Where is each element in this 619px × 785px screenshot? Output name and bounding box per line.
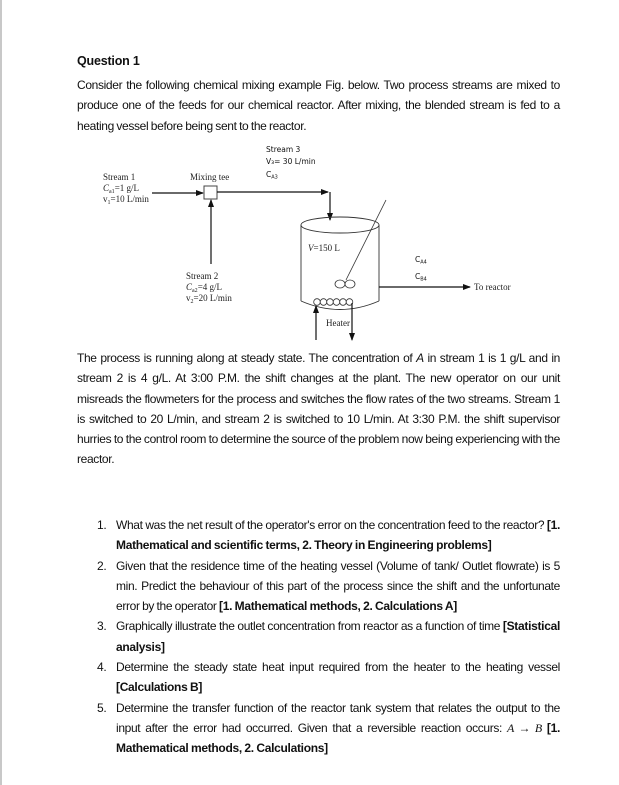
assessment-tag: [1. Mathematical methods, 2. Calculations A] (219, 599, 457, 614)
impeller (335, 280, 345, 288)
svg-text:CB4: $C_{B4}$ (415, 272, 427, 283)
stream3-labels (266, 145, 316, 181)
svg-text:Stream 1: Stream 1 (103, 172, 136, 182)
agitator-shaft (346, 200, 386, 280)
mixing-tee-label: Mixing tee (190, 172, 230, 182)
list-item: 3. Graphically illustrate the outlet concentration from reactor as a function of time [Statistical analysis] (97, 619, 560, 654)
to-reactor-label: To reactor (474, 282, 511, 292)
svg-text:V₃= 30 L/min: V₃= 30 L/min (266, 157, 316, 166)
list-item: 5. Determine the transfer function of the reactor tank system that relates the output to the input after the error had occurred. Given that a reversible reaction occurs: A → B [1. Mathematical methods, 2. Calculations] (97, 700, 561, 756)
svg-text:Stream 3: Stream 3 (266, 145, 301, 154)
heating-vessel (301, 200, 386, 340)
svg-text:Stream 2: Stream 2 (186, 271, 219, 281)
svg-text:CA4: $C_{A4}$ (415, 255, 427, 266)
svg-text:V=150 L: V=150 L (308, 243, 340, 253)
variable-A: A (416, 351, 424, 365)
intro-paragraph: Consider the following chemical mixing example Fig. below. Two process streams are mixed to produce one of the feeds for our chemical reactor. After mixing, the blended stream is fed to a heating vessel before being sent to the reactor. (77, 78, 560, 133)
list-item: 4. Determine the steady state heat input required from the heater to the heating vessel [Calculations B] (97, 660, 560, 695)
question-list (77, 515, 560, 759)
svg-text:Ca1=1 g/L: $C_{a1}=1$ g/L (103, 183, 140, 195)
assessment-tag: [1. Mathematical methods, 2. Calculations] (116, 720, 561, 756)
svg-text:v1=10 L/min: $v_1=10$ L/min (103, 194, 149, 206)
stream1-labels (103, 172, 149, 206)
scenario-paragraph: The process is running along at steady state. The concentration of A in stream 1 is 1 g/L and in stream 2 is 4 g/L. At 3:00 P.M. the shift changes at the plant. The new operator on our unit misreads the flowmeters for the process and switches the flow rates of the two streams. Stream 1 is switched to 20 L/min, and stream 2 is switched to 10 L/min. At 3:30 P.M. the shift supervisor hurries to the control room to determine the source of the problem now being experiencing with the reactor. (77, 351, 560, 467)
svg-text:v2=20 L/min: $v_2=20$ L/min (186, 293, 232, 305)
stream2-labels (186, 271, 232, 305)
mixing-tee-box (204, 186, 217, 199)
heater-label: Heater (326, 318, 350, 328)
assessment-tag: [1. Mathematical and scientific terms, 2. Theory in Engineering problems] (116, 518, 561, 553)
outlet-concentration-labels (415, 255, 427, 283)
svg-text:Ca2=4 g/L: $C_{a2}=4$ g/L (186, 282, 223, 294)
assessment-tag: [Statistical analysis] (116, 619, 560, 654)
heater-coils (314, 299, 353, 306)
assessment-tag: [Calculations B] (116, 680, 203, 695)
reaction-equation: A → B (507, 720, 542, 735)
list-item: 2. Given that the residence time of the heating vessel (Volume of tank/ Outlet flowrate) is 5 min. Predict the behaviour of this part of the process since the shift and the unfortunate error by the operator [1. Mathematical methods, 2. Calculations A] (97, 558, 560, 614)
page-left-border (0, 0, 2, 785)
mixing-process-diagram (0, 0, 619, 345)
list-item: 1. What was the net result of the operator's error on the concentration feed to the reactor? [1. Mathematical and scientific terms, 2. Theory in Engineering problems] (97, 518, 561, 553)
svg-text:CA3: $C_{A3}$ (266, 170, 278, 181)
question-title: Question 1 (77, 54, 140, 68)
